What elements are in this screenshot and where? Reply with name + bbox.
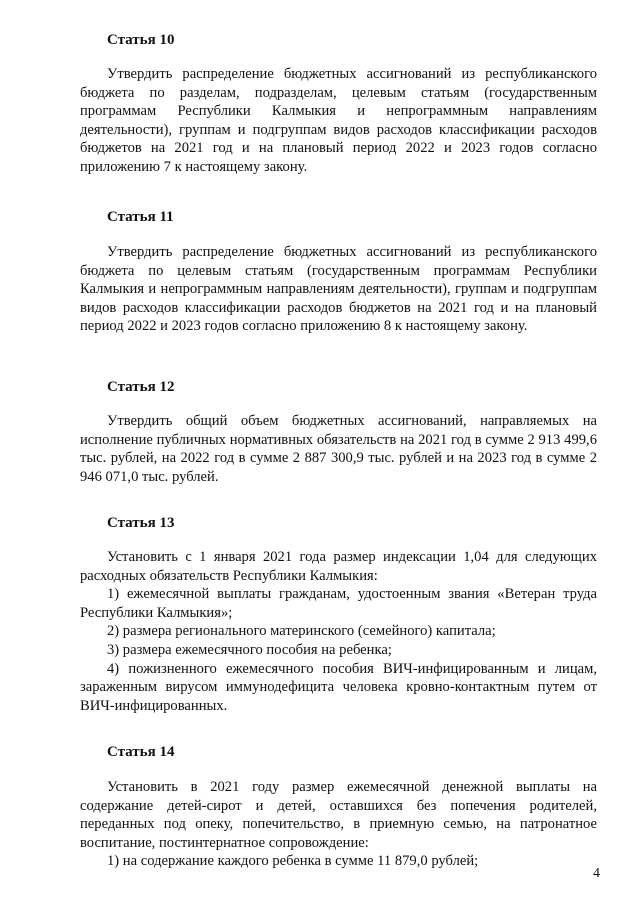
article-14	[80, 743, 597, 871]
article-paragraph: Установить в 2021 году размер ежемесячной денежной выплаты на содержание детей-сирот и детей, оставшихся без попечения родителей, переданных под опеку, попечительство, в приемную семью, на патронатное воспитание, постинтернатное сопровождение:	[80, 779, 597, 851]
page-number: 4	[593, 866, 600, 881]
article-heading: Статья 12	[107, 379, 175, 395]
article-paragraph: Утвердить распределение бюджетных ассигнований из республиканского бюджета по целевым статьям (государственным программам Республики Калмыкия и непрограммным направлениям деятельности), группам и подгруппам видов расходов классификации расходов бюджетов на 2021 год и на плановый период 2022 и 2023 годов согласно приложению 8 к настоящему закону.	[80, 244, 597, 335]
article-paragraph: Утвердить распределение бюджетных ассигнований из республиканского бюджета по разделам, подразделам, целевым статьям (государственным программам Республики Калмыкия и непрограммным направлениям деятельности), группам и подгруппам видов расходов классификации расходов бюджетов на 2021 год и на плановый период 2022 и 2023 годов согласно приложению 7 к настоящему закону.	[80, 66, 597, 175]
article-paragraph: Утвердить общий объем бюджетных ассигнований, направляемых на исполнение публичных нормативных обязательств на 2021 год в сумме 2 913 499,6 тыс. рублей, на 2022 год в сумме 2 887 300,9 тыс. рублей и на 2023 год в сумме 2 946 071,0 тыс. рублей.	[80, 413, 597, 485]
article-heading: Статья 13	[107, 515, 175, 531]
article-heading: Статья 14	[107, 744, 175, 760]
list-item: 1) на содержание каждого ребенка в сумме 11 879,0 рублей;	[107, 853, 479, 870]
list-item: 1) ежемесячной выплаты гражданам, удостоенным звания «Ветеран труда Республики Калмыкия»;	[80, 586, 597, 621]
article-12	[80, 378, 597, 486]
article-heading: Статья 11	[107, 209, 174, 225]
list-item: 3) размера ежемесячного пособия на ребенка;	[107, 641, 392, 658]
article-heading: Статья 10	[107, 32, 175, 48]
article-paragraph: Установить с 1 января 2021 года размер индексации 1,04 для следующих расходных обязательств Республики Калмыкия:	[80, 549, 597, 584]
list-item: 2) размера регионального материнского (семейного) капитала;	[107, 623, 496, 640]
list-item: 4) пожизненного ежемесячного пособия ВИЧ-инфицированным и лицам, зараженным вирусом иммунодефицита человека кровно-контактным путем от ВИЧ-инфицированных.	[80, 660, 597, 714]
article-13	[80, 514, 597, 715]
article-11	[80, 208, 597, 336]
article-10	[80, 31, 597, 177]
